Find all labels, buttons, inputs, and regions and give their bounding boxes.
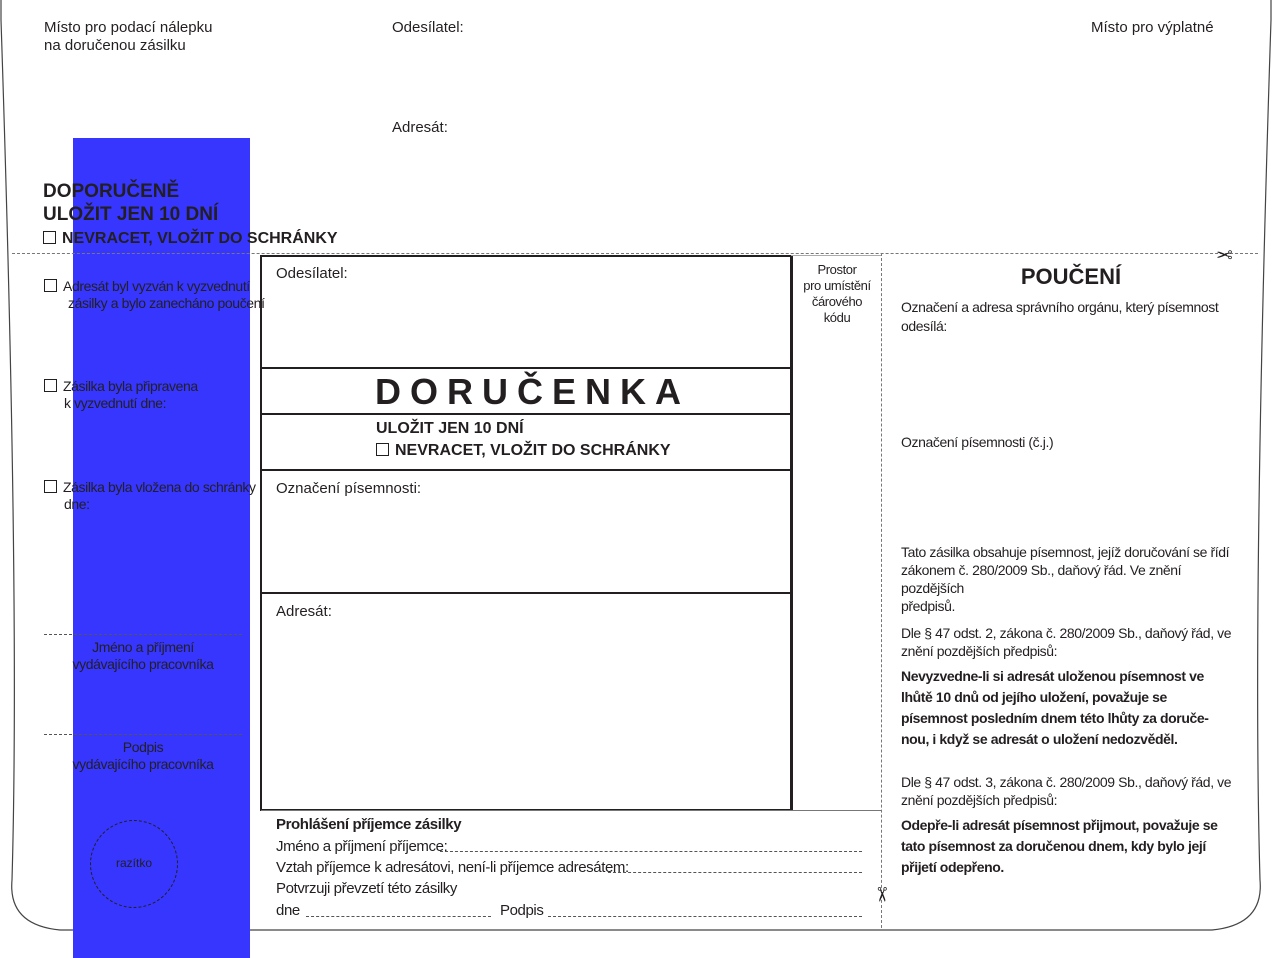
no-return-row xyxy=(43,229,338,248)
clerk-name-label: Jméno a příjmení vydávajícího pracovníka xyxy=(72,639,214,672)
perforation-line xyxy=(12,253,1258,254)
pouceni-authority: Označení a adresa správního orgánu, který písemnost odesílá: xyxy=(901,299,1219,334)
declaration-relation-field[interactable] xyxy=(608,872,862,873)
barcode-space-label: Prostor pro umístění čárového kódu xyxy=(803,262,871,325)
vertical-perforation xyxy=(881,253,882,928)
declaration-date-field[interactable] xyxy=(306,916,491,917)
notice-left-row: Adresát byl vyzván k vyzvednutí zásilky a bylo zanecháno poučení xyxy=(44,278,265,312)
scissors-icon-vertical: ✂ xyxy=(869,886,892,903)
declaration-date-label: dne xyxy=(276,902,300,919)
inserted-row: Zásilka byla vložena do schránky dne: xyxy=(44,479,256,513)
envelope-sender-label: Odesílatel: xyxy=(392,19,464,36)
declaration-heading: Prohlášení příjemce zásilky xyxy=(276,816,462,833)
declaration-top-line xyxy=(261,810,881,811)
declaration-name-label: Jméno a příjmení příjemce: xyxy=(276,838,448,855)
card-doc-label: Označení písemnosti: xyxy=(276,480,422,497)
pouceni-p2: Dle § 47 odst. 2, zákona č. 280/2009 Sb., daňový řád, ve znění pozdějších předpisů: xyxy=(901,625,1232,659)
barcode-top-line xyxy=(791,255,881,256)
registered-label: DOPORUČENĚ xyxy=(43,181,180,202)
card-no-return-row: NEVRACET, VLOŽIT DO SCHRÁNKY xyxy=(376,441,671,461)
declaration-name-field[interactable] xyxy=(440,851,862,852)
declaration-sign-field[interactable] xyxy=(548,916,862,917)
pouceni-doc-mark: Označení písemnosti (č.j.) xyxy=(901,434,1054,450)
clerk-name-line xyxy=(44,634,242,635)
card-no-return-checkbox[interactable] xyxy=(376,443,389,456)
card-addressee-label: Adresát: xyxy=(276,603,332,620)
pouceni-p1: Tato zásilka obsahuje písemnost, jejíž doručování se řídí zákonem č. 280/2009 Sb., daňový řád. Ve znění pozdějších předpisů. xyxy=(901,544,1230,614)
keep-days-label: ULOŽIT JEN 10 DNÍ xyxy=(43,204,219,225)
prepared-checkbox[interactable] xyxy=(44,379,57,392)
declaration-relation-label: Vztah příjemce k adresátovi, není-li příjemce adresátem: xyxy=(276,859,629,876)
inserted-checkbox[interactable] xyxy=(44,480,57,493)
pouceni-p3-bold: Odepře-li adresát písemnost přijmout, považuje se tato písemnost za doručenou dnem, kdy bylo její přijetí odepřeno. xyxy=(901,817,1218,875)
declaration-sign-label: Podpis xyxy=(500,902,544,919)
envelope-addressee-label: Adresát: xyxy=(392,119,448,136)
clerk-sign-label: Podpis vydávajícího pracovníka xyxy=(72,739,214,772)
prepared-row: Zásilka byla připravena k vyzvednutí dne: xyxy=(44,378,198,412)
card-title: DORUČENKA xyxy=(375,371,690,412)
scissors-icon: ✂ xyxy=(1216,245,1233,267)
clerk-sign-line xyxy=(44,734,242,735)
sticker-place-label: Místo pro podací nálepku na doručenou zásilku xyxy=(44,19,213,54)
card-keep-days: ULOŽIT JEN 10 DNÍ xyxy=(376,420,524,437)
postage-place-label: Místo pro výplatné xyxy=(1091,19,1214,36)
pouceni-p3: Dle § 47 odst. 3, zákona č. 280/2009 Sb., daňový řád, ve znění pozdějších předpisů: xyxy=(901,774,1232,808)
barcode-divider xyxy=(791,255,793,811)
pouceni-p2-bold: Nevyzvedne-li si adresát uloženou písemnost ve lhůtě 10 dnů od jejího uložení, považuje se písemnost posledním dnem této lhůty za doruče- nou, i když se adresát o uložení nedozvěděl. xyxy=(901,668,1209,747)
declaration-confirm: Potvrzuji převzetí této zásilky xyxy=(276,880,458,897)
stamp-label: razítko xyxy=(115,856,152,870)
card-sender-label: Odesílatel: xyxy=(276,265,348,282)
notice-left-checkbox[interactable] xyxy=(44,279,57,292)
no-return-label: NEVRACET, VLOŽIT DO SCHRÁNKY xyxy=(62,230,338,247)
pouceni-title: POUČENÍ xyxy=(1020,264,1122,289)
card-addressee-box xyxy=(260,592,792,811)
no-return-checkbox[interactable] xyxy=(43,231,56,244)
